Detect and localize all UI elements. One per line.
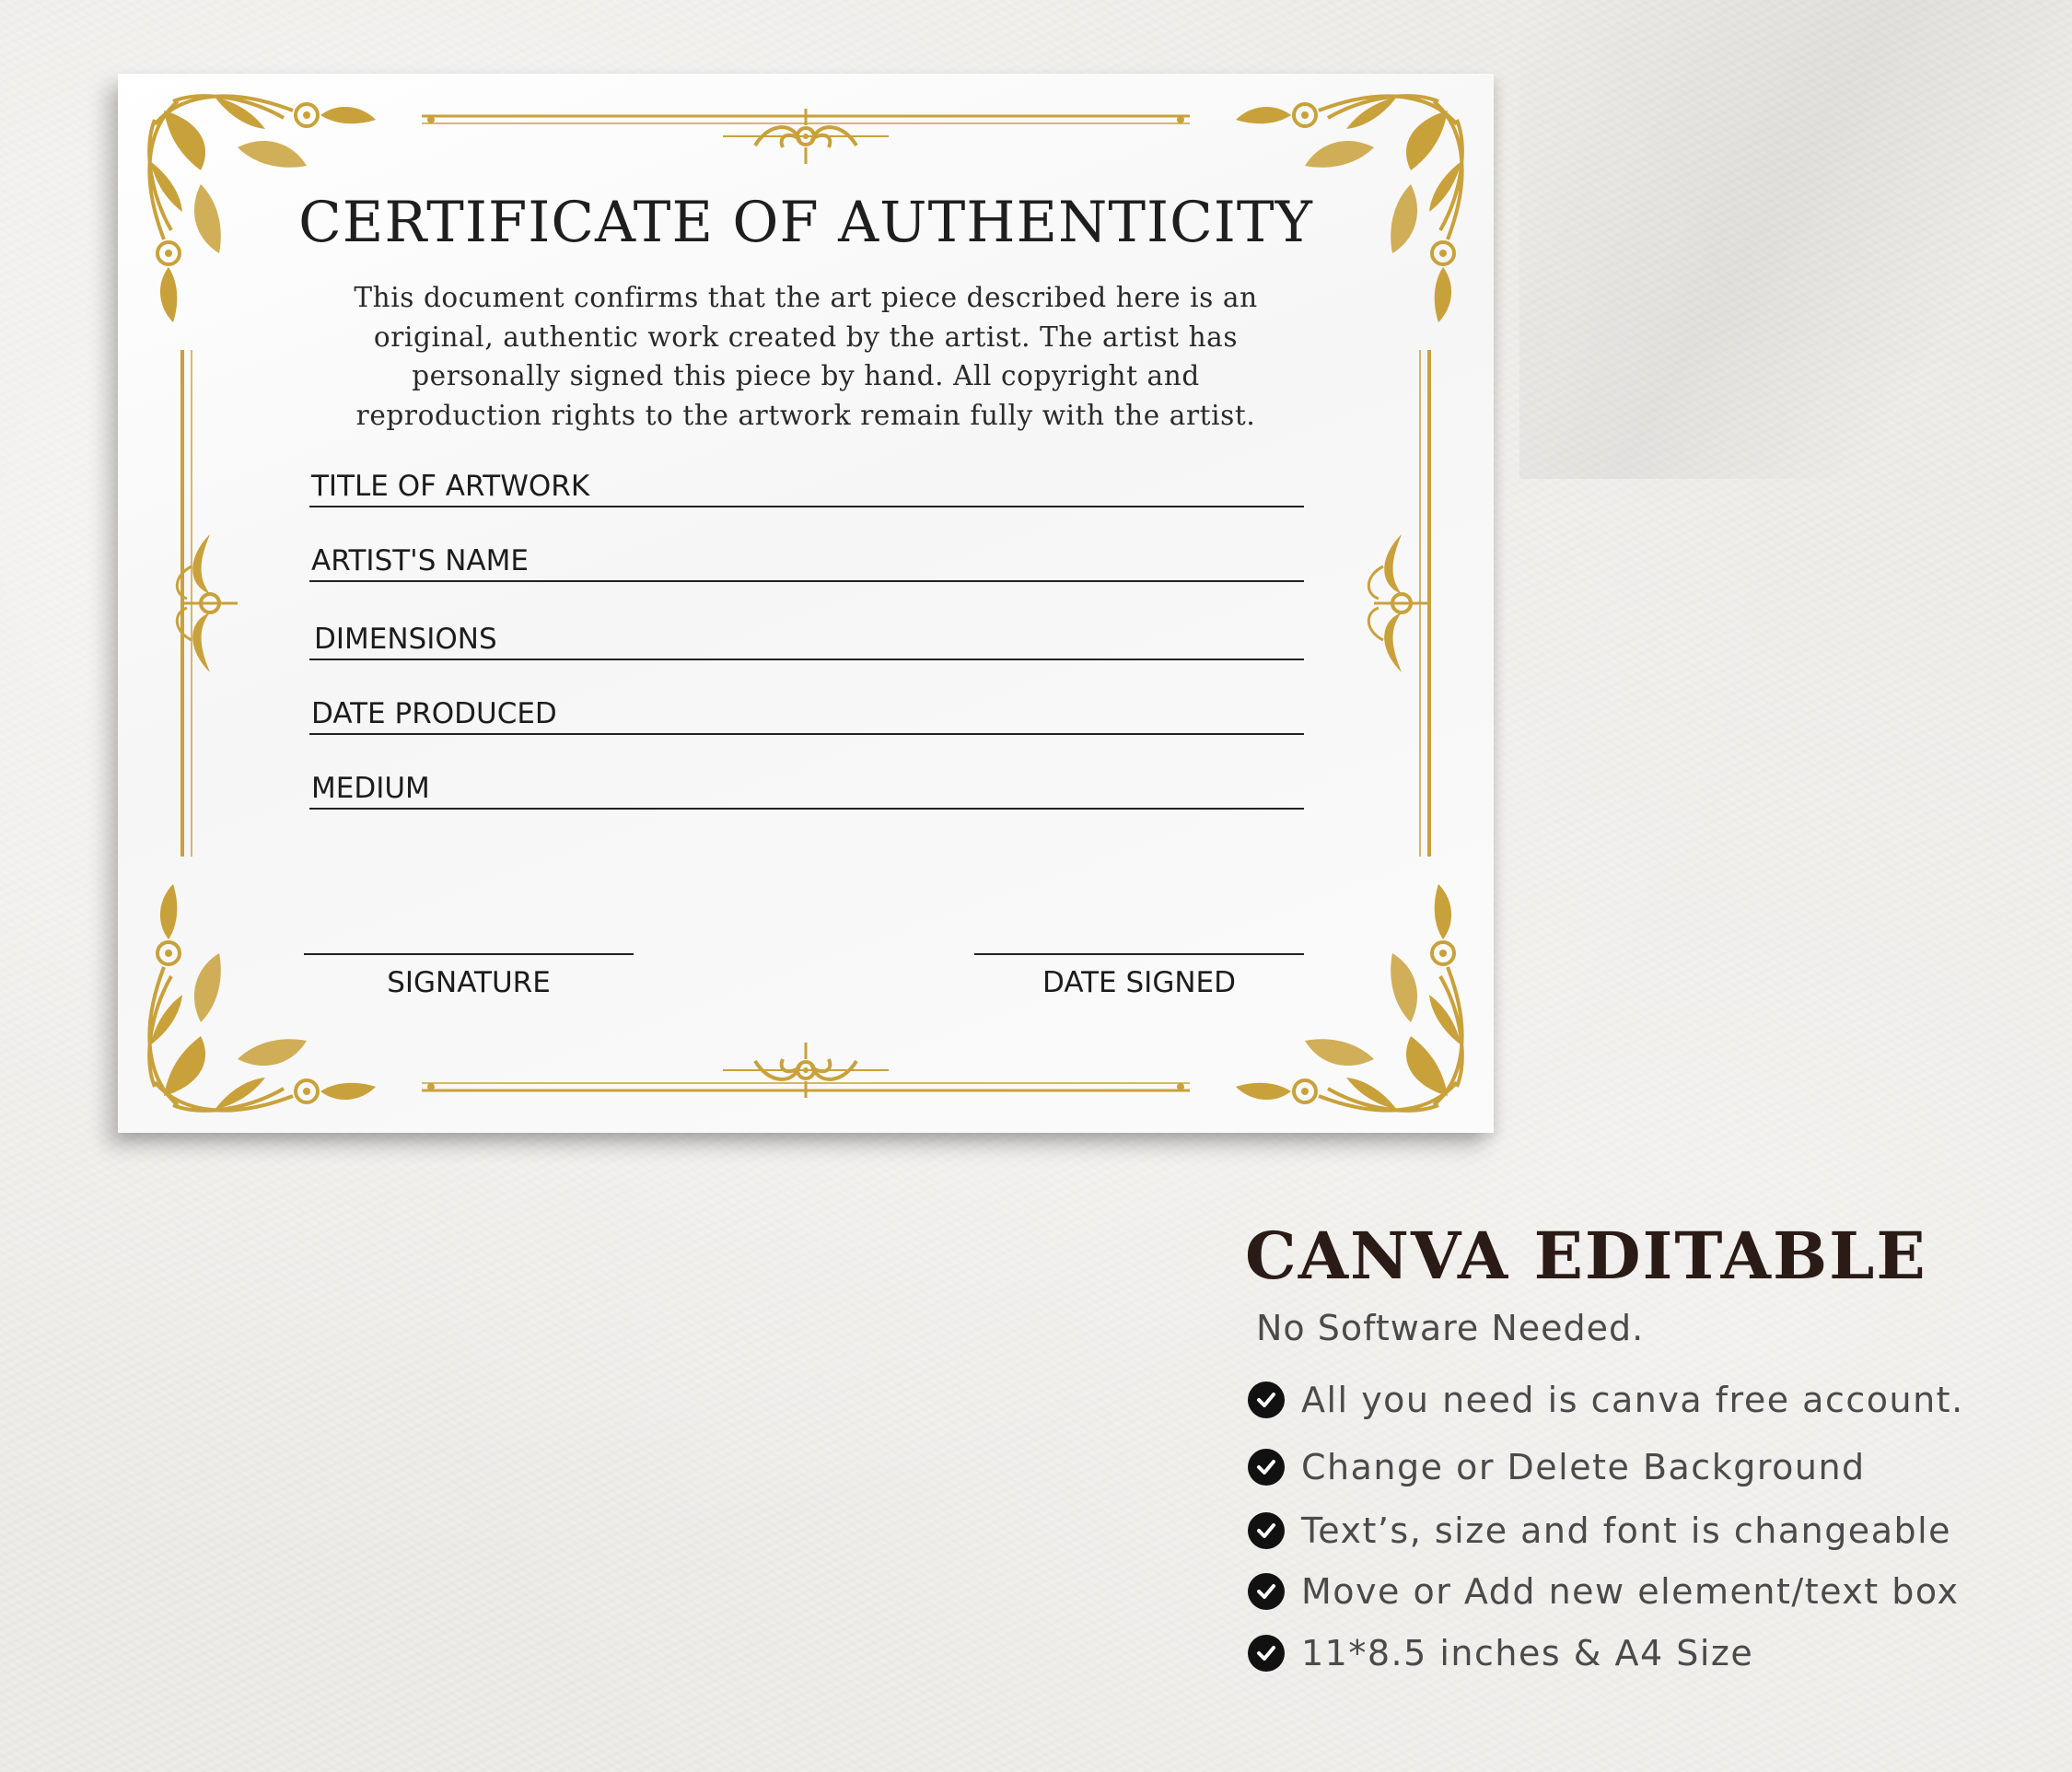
field-title-of-artwork — [309, 470, 1304, 507]
check-circle-icon — [1248, 1635, 1285, 1672]
certificate-title: CERTIFICATE OF AUTHENTICITY — [298, 190, 1313, 255]
check-circle-icon — [1248, 1449, 1285, 1486]
intro-line: reproduction rights to the artwork remain fully with the artist. — [355, 399, 1256, 431]
field-label: MEDIUM — [311, 772, 430, 805]
feature-text: All you need is canva free account. — [1301, 1380, 1964, 1420]
check-circle-icon — [1248, 1512, 1285, 1549]
certificate-paper — [118, 74, 1494, 1133]
date-signed-line — [974, 953, 1304, 999]
intro-line: original, authentic work created by the artist. The artist has — [373, 321, 1239, 353]
field-line — [309, 506, 1304, 507]
background-shadow — [1519, 0, 2072, 479]
field-line — [309, 733, 1304, 735]
field-line — [309, 808, 1304, 810]
check-circle-icon — [1248, 1573, 1285, 1610]
field-medium — [309, 772, 1304, 809]
promo-subtitle: No Software Needed. — [1256, 1308, 1645, 1348]
field-label: DATE PRODUCED — [311, 697, 557, 730]
field-line — [309, 580, 1304, 582]
feature-text: 11*8.5 inches & A4 Size — [1301, 1633, 1754, 1673]
date-signed-label: DATE SIGNED — [1042, 966, 1236, 999]
feature-item — [1248, 1630, 1753, 1676]
feature-text: Change or Delete Background — [1301, 1447, 1866, 1487]
field-artists-name — [309, 544, 1304, 581]
field-date-produced — [309, 697, 1304, 734]
field-label: TITLE OF ARTWORK — [311, 470, 590, 503]
feature-text: Move or Add new element/text box — [1301, 1571, 1960, 1612]
feature-item — [1248, 1508, 1951, 1554]
feature-item — [1248, 1444, 1866, 1490]
intro-line: personally signed this piece by hand. All copyright and — [412, 360, 1200, 391]
feature-item — [1248, 1377, 1964, 1423]
field-label: ARTIST'S NAME — [311, 544, 529, 577]
feature-text: Text’s, size and font is changeable — [1301, 1510, 1952, 1551]
field-line — [309, 659, 1304, 660]
signature-line — [304, 953, 634, 999]
promo-title: CANVA EDITABLE — [1245, 1218, 1927, 1294]
feature-item — [1248, 1568, 1959, 1615]
check-circle-icon — [1248, 1381, 1285, 1418]
signature-label: SIGNATURE — [387, 966, 551, 999]
certificate-intro — [284, 278, 1328, 435]
field-label: DIMENSIONS — [314, 623, 497, 656]
intro-line: This document confirms that the art piece described here is an — [354, 282, 1258, 313]
